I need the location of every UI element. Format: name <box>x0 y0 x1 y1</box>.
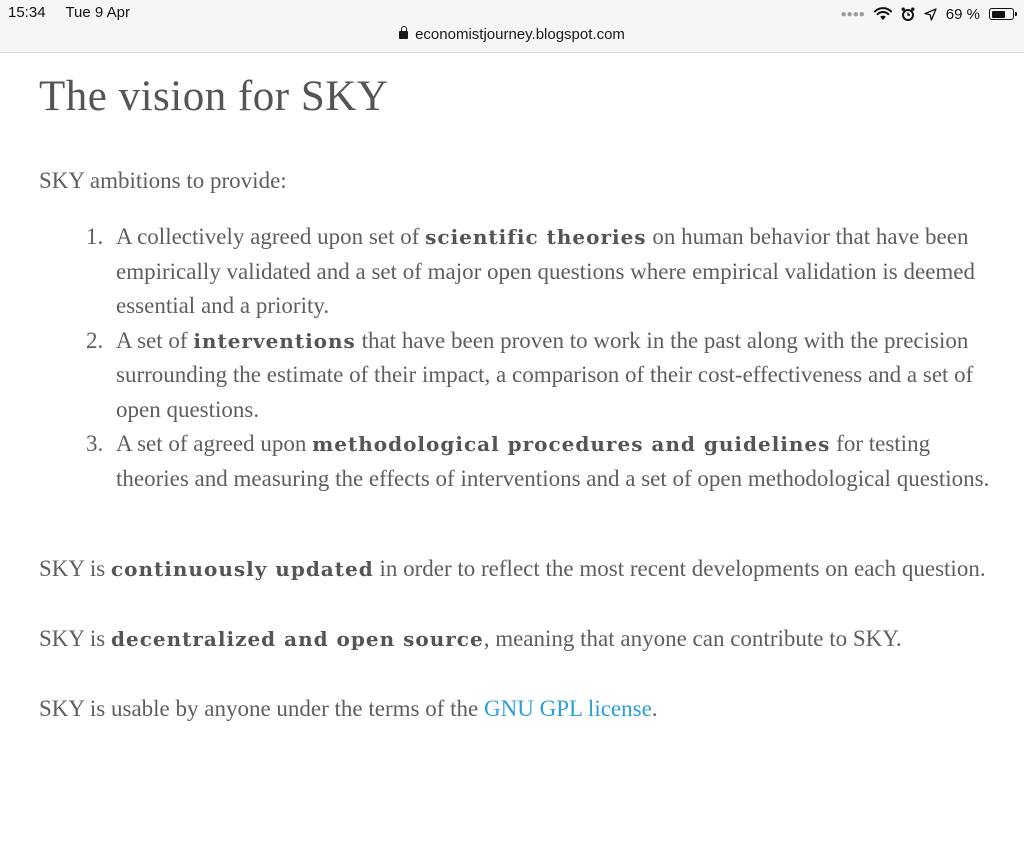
battery-percent: 69 % <box>945 5 980 23</box>
paragraph-bold: decentralized and open source <box>111 627 484 651</box>
status-left <box>8 4 130 21</box>
list-item <box>39 427 999 496</box>
paragraph-license <box>39 691 999 726</box>
list-item <box>39 220 999 324</box>
list-item-text: A set of <box>116 327 194 353</box>
list-item <box>39 324 999 428</box>
list-item-bold: interventions <box>193 328 356 353</box>
status-time: 15:34 <box>8 4 46 21</box>
status-right <box>832 4 1014 24</box>
paragraph-decentralized <box>39 621 999 657</box>
list-item-text: for testing theories and measuring the effects of interventions and a set of open methodological questions. <box>116 431 990 491</box>
paragraph-continuously-updated <box>39 551 999 587</box>
paragraph-text: SKY is usable by anyone under the terms of the <box>39 696 484 721</box>
alarm-icon <box>901 7 915 21</box>
status-bar <box>0 0 1024 53</box>
paragraph-text: , meaning that anyone can contribute to SKY. <box>483 626 902 651</box>
article-content <box>39 70 999 726</box>
wifi-icon <box>874 7 892 21</box>
location-arrow-icon <box>924 8 937 21</box>
lock-icon <box>399 31 408 39</box>
list-item-text: on human behavior that have been empirically validated and a set of major open questions where empirical validation is deemed essential and a priority. <box>116 224 976 318</box>
page-title: The vision for SKY <box>39 73 389 120</box>
paragraph-text: SKY is <box>39 626 111 651</box>
list-item-bold: scientific theories <box>425 225 647 249</box>
battery-level-fill <box>992 11 1005 18</box>
url-text[interactable]: economistjourney.blogspot.com <box>415 26 625 43</box>
paragraph-text: in order to reflect the most recent developments on each question. <box>373 556 986 581</box>
gnu-gpl-license-link[interactable]: GNU GPL license <box>484 696 652 721</box>
ambitions-list <box>39 220 999 496</box>
paragraph-bold: continuously updated <box>111 557 374 581</box>
paragraph-text: . <box>651 696 658 721</box>
intro-text: SKY ambitions to provide: <box>39 168 287 193</box>
cellular-signal-icon: ●●●● <box>840 8 865 20</box>
battery-cap <box>1015 12 1017 16</box>
list-item-number: 3. <box>86 431 104 456</box>
list-item-text: that have been proven to work in the past along with the precision surrounding the estimate of their impact, a comparison of their cost-effectiveness and a set of open questions. <box>116 327 974 422</box>
paragraph-text: SKY is <box>39 556 111 581</box>
list-item-bold: methodological procedures and guidelines <box>312 432 831 456</box>
battery-icon <box>989 8 1014 20</box>
url-bar[interactable] <box>0 26 1024 43</box>
list-item-number: 2. <box>86 327 104 353</box>
status-date: Tue 9 Apr <box>65 4 130 21</box>
list-item-number: 1. <box>86 224 104 249</box>
list-item-text: A set of agreed upon <box>116 431 313 456</box>
list-item-text: A collectively agreed upon set of <box>116 224 426 249</box>
